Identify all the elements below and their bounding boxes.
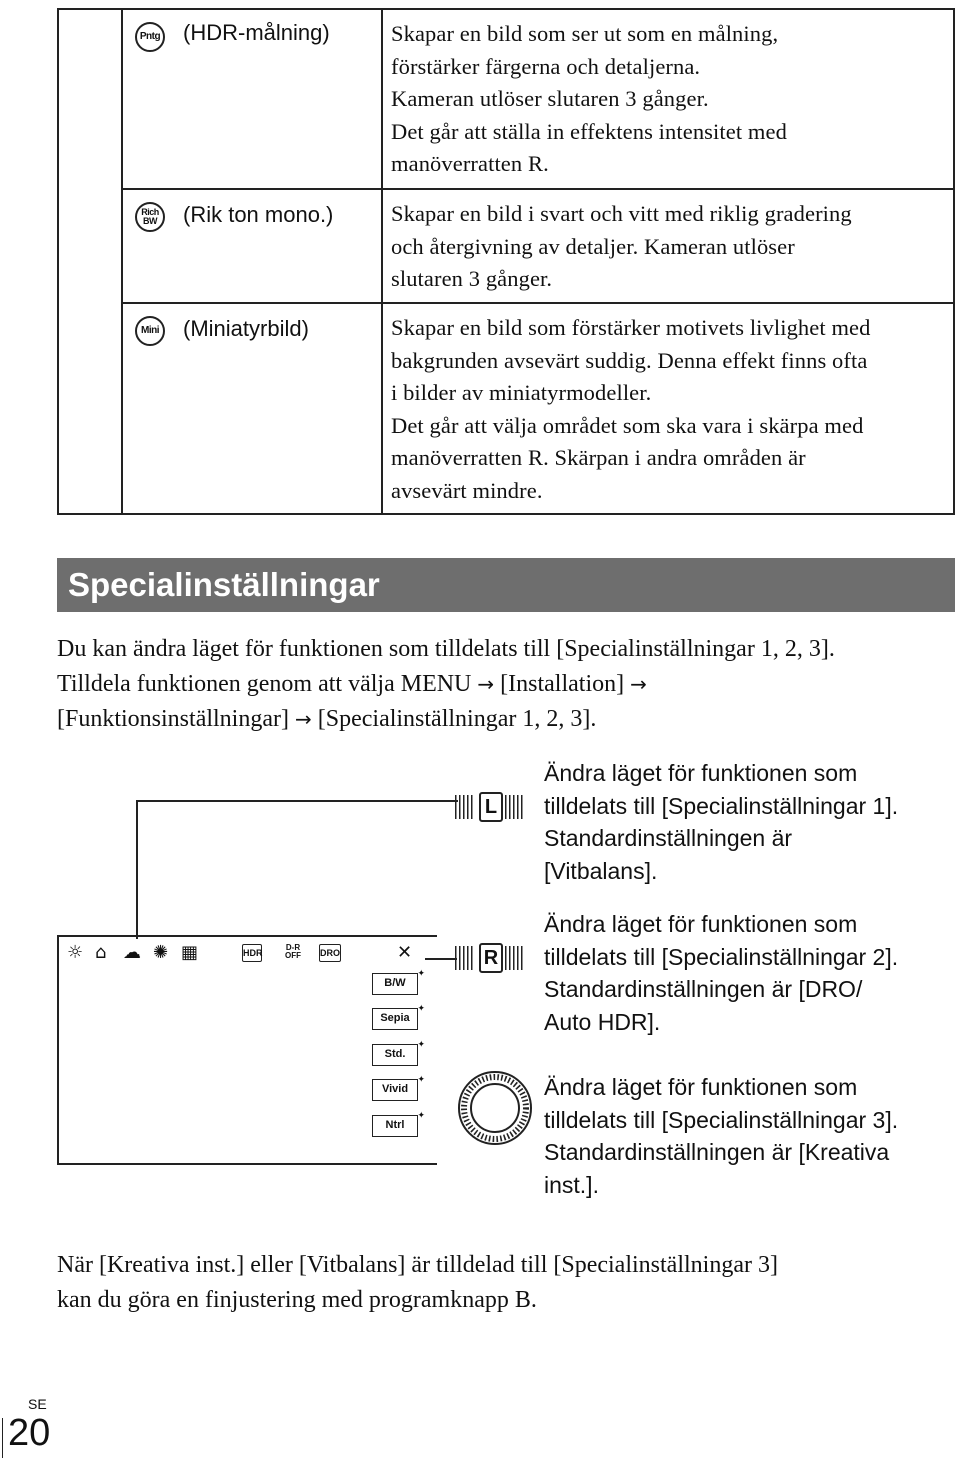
key-grip bbox=[455, 795, 475, 819]
effect-name: (Rik ton mono.) bbox=[183, 202, 334, 227]
style-neutral: Ntrl ✦ bbox=[372, 1115, 418, 1137]
style-bw: B/W ✦ bbox=[372, 973, 418, 995]
effect-name: (HDR-målning) bbox=[183, 20, 330, 45]
footer-text: När [Kreativa inst.] eller [Vitbalans] är tilldelad till [Specialinställningar 3] kan du göra en finjustering med programknapp B. bbox=[57, 1252, 778, 1313]
language-tag: SE bbox=[28, 1396, 47, 1412]
control-key-l[interactable] bbox=[455, 792, 525, 822]
table-row-divider bbox=[121, 302, 953, 304]
dr-off-box: D-R OFF bbox=[285, 943, 301, 960]
intro-line: Tilldela funktionen genom att välja MENU → [Installation] → bbox=[57, 671, 647, 697]
rich-tone-mono-icon: Rich BW bbox=[135, 202, 165, 232]
key-label: R bbox=[479, 943, 503, 973]
style-vivid: Vivid ✦ bbox=[372, 1079, 418, 1101]
key-grip bbox=[455, 946, 475, 970]
arrow-right-icon: → bbox=[294, 707, 312, 731]
key-label: L bbox=[479, 792, 503, 822]
effect-description: Skapar en bild som förstärker motivets livlighet med bakgrunden avsevärt suddig. Denna effekt finns ofta i bilder av miniatyrmodeller. Det går att välja området som ska vara i skärpa med manöverratten R. Skärpan i andra områden är avsevärt mindre. bbox=[391, 315, 871, 503]
leader-line bbox=[136, 800, 458, 939]
miniature-icon: Mini bbox=[135, 316, 165, 346]
fluorescent-icon: ▦ bbox=[181, 942, 199, 963]
intro-line: [Funktionsinställningar] → [Specialinställningar 1, 2, 3]. bbox=[57, 706, 597, 732]
caption-wheel: Ändra läget för funktionen som tilldelats till [Specialinställningar 3]. Standardinställningen är [Kreativa inst.]. bbox=[544, 1074, 899, 1198]
key-grip bbox=[505, 946, 525, 970]
control-wheel-icon[interactable] bbox=[455, 1068, 535, 1148]
section-heading: Specialinställningar bbox=[57, 558, 955, 612]
arrow-right-icon: → bbox=[630, 672, 647, 696]
effect-description: Skapar en bild som ser ut som en målning, förstärker färgerna och detaljerna. Kameran utlöser slutaren 3 gånger. Det går att ställa in effektens intensitet med manöverratten R. bbox=[391, 21, 787, 176]
key-grip bbox=[505, 795, 525, 819]
bulb-icon: ✺ bbox=[153, 942, 169, 963]
caption-key-l: Ändra läget för funktionen som tilldelats till [Specialinställningar 1]. Standardinställningen är [Vitbalans]. bbox=[544, 760, 899, 884]
cloud-icon: ☁ bbox=[123, 942, 141, 963]
camera-screen bbox=[57, 935, 437, 1165]
intro-line: Du kan ändra läget för funktionen som tilldelats till [Specialinställningar 1, 2, 3]. bbox=[57, 636, 835, 662]
style-sepia: Sepia ✦ bbox=[372, 1008, 418, 1030]
table-divider bbox=[121, 10, 123, 513]
control-key-r[interactable] bbox=[455, 943, 525, 973]
effect-name: (Miniatyrbild) bbox=[183, 316, 309, 341]
shade-icon: ⌂ bbox=[95, 942, 107, 963]
hdr-painting-icon: Pntg bbox=[135, 22, 165, 52]
effect-description: Skapar en bild i svart och vitt med riklig gradering och återgivning av detaljer. Kameran utlöser slutaren 3 gånger. bbox=[391, 201, 852, 291]
hdr-box: HDR bbox=[242, 944, 262, 962]
sun-icon: ☼ bbox=[67, 942, 84, 963]
table-divider bbox=[381, 10, 383, 513]
table-row-divider bbox=[121, 188, 953, 190]
arrow-right-icon: → bbox=[477, 672, 495, 696]
effects-table bbox=[57, 8, 955, 515]
style-standard: Std. ✦ bbox=[372, 1044, 418, 1066]
caption-key-r: Ändra läget för funktionen som tilldelats till [Specialinställningar 2]. Standardinställningen är [DRO/ Auto HDR]. bbox=[544, 911, 899, 1035]
leader-line bbox=[425, 958, 457, 960]
close-mark-icon: ✕ bbox=[397, 942, 413, 963]
dro-box: DRO bbox=[319, 944, 341, 962]
margin-rule bbox=[2, 1418, 3, 1458]
page-number: 20 bbox=[8, 1412, 51, 1454]
